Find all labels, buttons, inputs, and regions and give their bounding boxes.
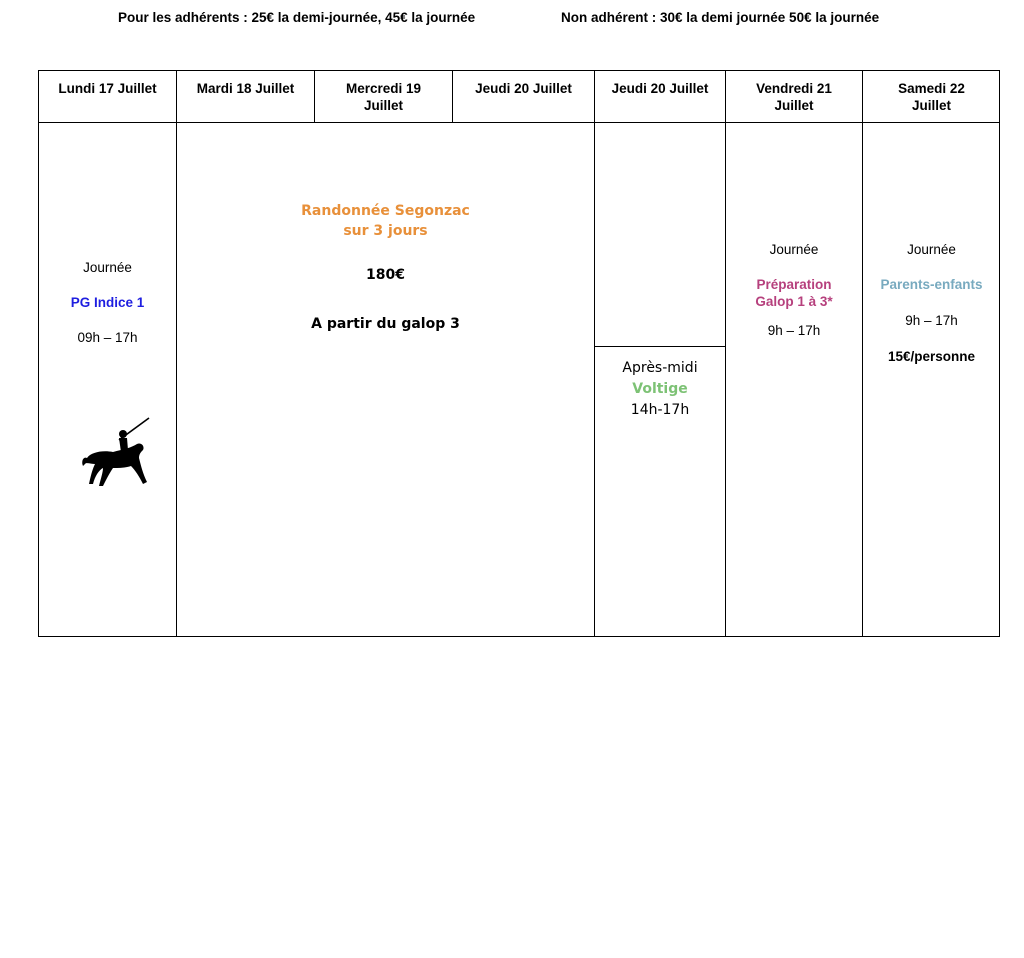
column-divider	[594, 71, 595, 637]
header-line: Jeudi 20 Juillet	[611, 81, 709, 96]
lundi-activity: PG Indice 1	[70, 295, 145, 310]
samedi-cell	[863, 241, 1000, 365]
lundi-hours: 09h – 17h	[77, 330, 138, 345]
randonnee-level: A partir du galop 3	[311, 316, 460, 332]
column-divider	[176, 71, 177, 637]
header-line: Vendredi 21	[756, 81, 832, 96]
header-samedi	[863, 71, 1000, 122]
lundi-type: Journée	[83, 260, 132, 275]
vendredi-activity-2: Galop 1 à 3*	[755, 294, 833, 309]
vendredi-activity-1: Préparation	[756, 277, 832, 292]
tarifs-line	[0, 10, 1024, 30]
horse-rider-silhouette-icon	[81, 416, 153, 490]
header-jeudi-1	[453, 71, 594, 122]
samedi-price: 15€/personne	[887, 349, 976, 364]
vendredi-type: Journée	[769, 242, 819, 257]
samedi-activity: Parents-enfants	[880, 277, 983, 292]
header-mardi	[177, 71, 314, 122]
header-line: Lundi 17 Juillet	[58, 81, 157, 96]
header-jeudi-2	[595, 71, 725, 122]
tarif-non-adherent: Non adhérent : 30€ la demi journée 50€ la journée	[561, 10, 880, 25]
lundi-cell	[39, 259, 176, 346]
randonnee-price: 180€	[366, 267, 405, 283]
header-line: Jeudi 20 Juillet	[475, 81, 572, 96]
header-mercredi	[315, 71, 452, 122]
tarif-adherents: Pour les adhérents : 25€ la demi-journée, 45€ la journée	[118, 10, 476, 25]
jeudi-apm-type: Après-midi	[622, 360, 698, 376]
samedi-hours: 9h – 17h	[905, 313, 958, 328]
header-line: Juillet	[774, 98, 814, 113]
jeudi-apm-hours: 14h-17h	[630, 402, 690, 418]
randonnee-title-1: Randonnée Segonzac	[301, 203, 470, 219]
header-vendredi	[726, 71, 862, 122]
samedi-type: Journée	[907, 242, 956, 257]
jeudi-apm-activity: Voltige	[632, 381, 688, 397]
header-line: Samedi 22	[898, 81, 965, 96]
header-divider	[39, 122, 999, 123]
column-divider	[725, 71, 726, 637]
header-line: Juillet	[363, 98, 403, 113]
vendredi-cell	[726, 241, 862, 339]
header-line: Mercredi 19	[345, 81, 422, 96]
header-lundi	[39, 71, 176, 122]
header-line: Mardi 18 Juillet	[196, 81, 295, 96]
header-line: Juillet	[911, 98, 951, 113]
vendredi-hours: 9h – 17h	[767, 323, 821, 338]
jeudi-split-divider	[594, 346, 725, 347]
jeudi-apm-cell	[595, 358, 725, 421]
schedule-table	[38, 70, 1000, 637]
randonnee-title-2: sur 3 jours	[343, 223, 428, 239]
randonnee-cell	[177, 201, 594, 333]
